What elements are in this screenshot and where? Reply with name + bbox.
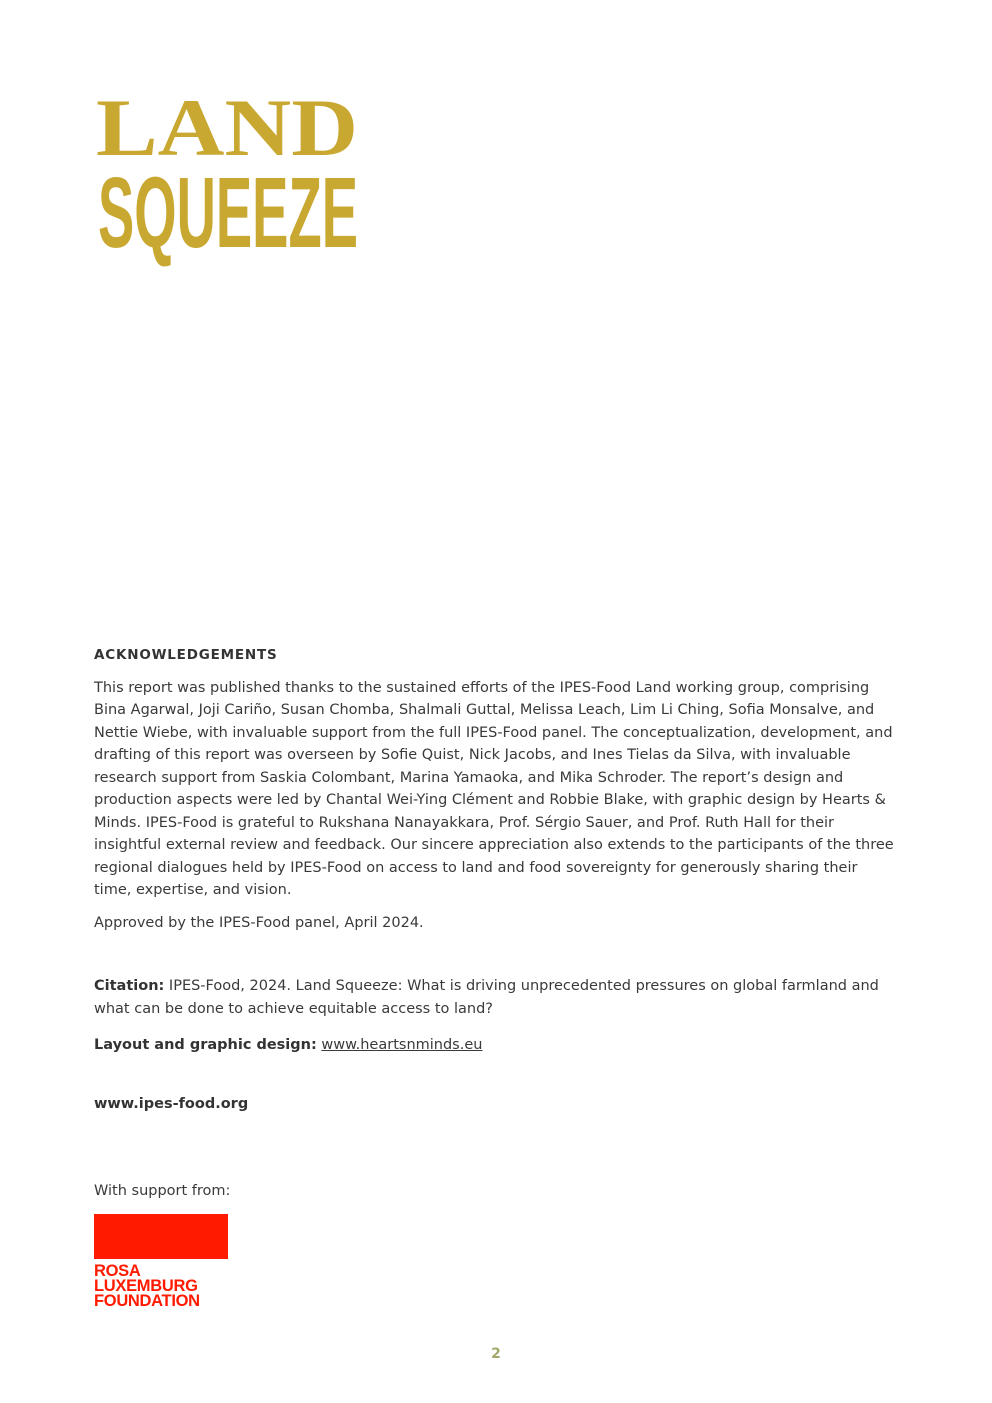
citation bbox=[94, 975, 894, 1020]
rosa-luxemburg-logo-line: LUXEMBURG bbox=[94, 1277, 198, 1295]
layout-credit bbox=[94, 1034, 894, 1057]
acknowledgements-body: This report was published thanks to the sustained efforts of the IPES-Food Land working group, comprising Bina Agarwal, Joji Cariño, Susan Chomba, Shalmali Guttal, Melissa Leach, Lim Li Ching, Sofia Monsalve, and Nettie Wiebe, with invaluable support from the full IPES-Food panel. The conceptualization, development, and drafting of this report was overseen by Sofie Quist, Nick Jacobs, and Ines Tielas da Silva, with invaluable research support from Saskia Colombant, Marina Yamaoka, and Mika Schroder. The report’s design and production aspects were led by Chantal Wei-Ying Clément and Robbie Blake, with graphic design by Hearts & Minds. IPES-Food is grateful to Rukshana Nanayakkara, Prof. Sérgio Sauer, and Prof. Ruth Hall for their insightful external review and feedback. Our sincere appreciation also extends to the participants of the three regional dialogues held by IPES-Food on access to land and food sovereignty for generously sharing their time, expertise, and vision. bbox=[94, 679, 894, 898]
rosa-luxemburg-logo-block bbox=[94, 1214, 228, 1259]
acknowledgements-section bbox=[94, 644, 894, 1125]
layout-credit-label: Layout and graphic design: bbox=[94, 1037, 317, 1053]
logo-line-squeeze: SQUEEZE bbox=[98, 157, 358, 269]
acknowledgements-heading: ACKNOWLEDGEMENTS bbox=[94, 647, 278, 663]
rosa-luxemburg-logo-text bbox=[94, 1264, 228, 1309]
heartsnminds-link[interactable]: www.heartsnminds.eu bbox=[321, 1037, 483, 1053]
ipes-food-website[interactable]: www.ipes-food.org bbox=[94, 1095, 249, 1112]
citation-label: Citation: bbox=[94, 978, 165, 994]
citation-text: IPES-Food, 2024. Land Squeeze: What is driving unprecedented pressures on global farmland and what can be done to achieve equitable access to land? bbox=[94, 978, 879, 1017]
rosa-luxemburg-logo bbox=[94, 1214, 228, 1310]
page-number: 2 bbox=[491, 1346, 501, 1362]
land-squeeze-logo bbox=[96, 82, 366, 277]
rosa-luxemburg-logo-line: ROSA bbox=[94, 1262, 141, 1280]
logo-line-land: LAND bbox=[96, 82, 358, 173]
approved-note: Approved by the IPES-Food panel, April 2024. bbox=[94, 914, 424, 931]
support-label: With support from: bbox=[94, 1183, 231, 1199]
rosa-luxemburg-logo-line: FOUNDATION bbox=[94, 1292, 200, 1310]
